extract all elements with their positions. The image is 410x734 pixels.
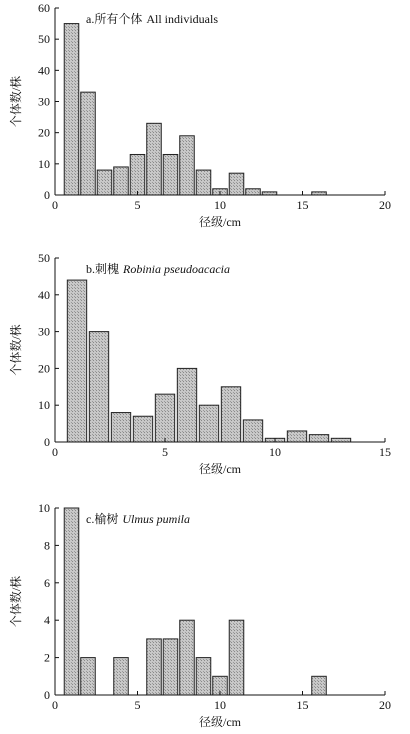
panel-label: c. [86, 512, 95, 526]
y-tick-label: 20 [38, 125, 50, 140]
bar [133, 416, 152, 442]
x-axis-title: 径级/cm [199, 215, 241, 229]
y-axis-title: 个体数/株 [9, 575, 23, 628]
bar [97, 170, 112, 195]
bar [196, 170, 211, 195]
y-tick-label: 4 [44, 613, 50, 628]
bar [312, 676, 327, 695]
x-tick-label: 0 [52, 445, 58, 459]
bar [180, 620, 195, 695]
bar [246, 189, 261, 195]
x-tick-label: 15 [296, 698, 309, 712]
y-tick-label: 30 [38, 324, 50, 339]
bar [111, 413, 130, 442]
bar [243, 420, 262, 442]
panel-label: a. [86, 12, 95, 26]
x-tick-label: 5 [134, 198, 141, 212]
bar [81, 92, 96, 195]
y-tick-label: 60 [38, 1, 50, 15]
panel-title-cn: 榆树 [94, 512, 119, 526]
x-tick-label: 10 [269, 445, 281, 459]
chart-panel [8, 501, 391, 729]
x-tick-label: 15 [296, 198, 309, 212]
y-axis-title: 个体数/株 [9, 75, 23, 128]
bar [114, 167, 129, 195]
y-tick-label: 0 [44, 188, 50, 202]
bar [309, 435, 328, 442]
bar [64, 508, 79, 695]
panel-title-en: Ulmus pumila [122, 512, 191, 526]
x-tick-label: 20 [379, 198, 391, 212]
x-tick-label: 0 [52, 698, 58, 712]
bar [130, 154, 145, 195]
bar [199, 405, 218, 442]
x-axis-title: 径级/cm [199, 715, 241, 729]
bar [147, 639, 162, 695]
panel-title-en: All individuals [146, 12, 219, 26]
y-tick-label: 10 [38, 398, 50, 413]
bar [331, 438, 350, 442]
y-tick-label: 10 [38, 501, 50, 515]
chart-panel [8, 1, 391, 229]
x-tick-label: 15 [379, 445, 391, 459]
y-tick-label: 40 [38, 287, 50, 302]
bar [221, 387, 240, 442]
y-tick-label: 20 [38, 361, 50, 376]
panel-title [86, 261, 230, 276]
bar [180, 136, 195, 195]
y-tick-label: 50 [38, 32, 50, 47]
bar [163, 154, 178, 195]
bar [89, 332, 108, 442]
bar [155, 394, 174, 442]
x-tick-label: 5 [134, 698, 141, 712]
x-tick-label: 10 [214, 698, 226, 712]
panel-title [86, 11, 218, 26]
bar [196, 658, 211, 695]
x-tick-label: 5 [162, 445, 168, 459]
chart-panel [8, 251, 391, 476]
bar [177, 368, 196, 442]
panel-title [86, 511, 190, 526]
panel-title-en: Robinia pseudoacacia [123, 262, 230, 276]
y-tick-label: 40 [38, 63, 50, 78]
panel-title-cn: 刺槐 [95, 262, 120, 276]
bar [81, 658, 96, 695]
x-tick-label: 0 [52, 198, 58, 212]
bar [287, 431, 306, 442]
y-tick-label: 0 [44, 688, 50, 702]
bar [147, 123, 162, 195]
bar [114, 658, 129, 695]
y-tick-label: 0 [44, 435, 50, 449]
x-tick-label: 10 [214, 198, 226, 212]
y-tick-label: 10 [38, 156, 50, 171]
bar [163, 639, 178, 695]
y-tick-label: 30 [38, 94, 50, 109]
bar [229, 620, 244, 695]
x-tick-label: 20 [379, 698, 391, 712]
y-tick-label: 8 [44, 538, 50, 553]
bar [64, 24, 79, 195]
y-axis-title: 个体数/株 [9, 324, 23, 376]
y-tick-label: 2 [44, 650, 50, 665]
y-tick-label: 50 [38, 251, 50, 265]
bar [67, 280, 86, 442]
panel-title-cn: 所有个体 [94, 12, 143, 26]
x-axis-title: 径级/cm [199, 462, 241, 476]
bar [229, 173, 244, 195]
panel-label: b. [86, 262, 95, 276]
y-tick-label: 6 [44, 575, 50, 590]
